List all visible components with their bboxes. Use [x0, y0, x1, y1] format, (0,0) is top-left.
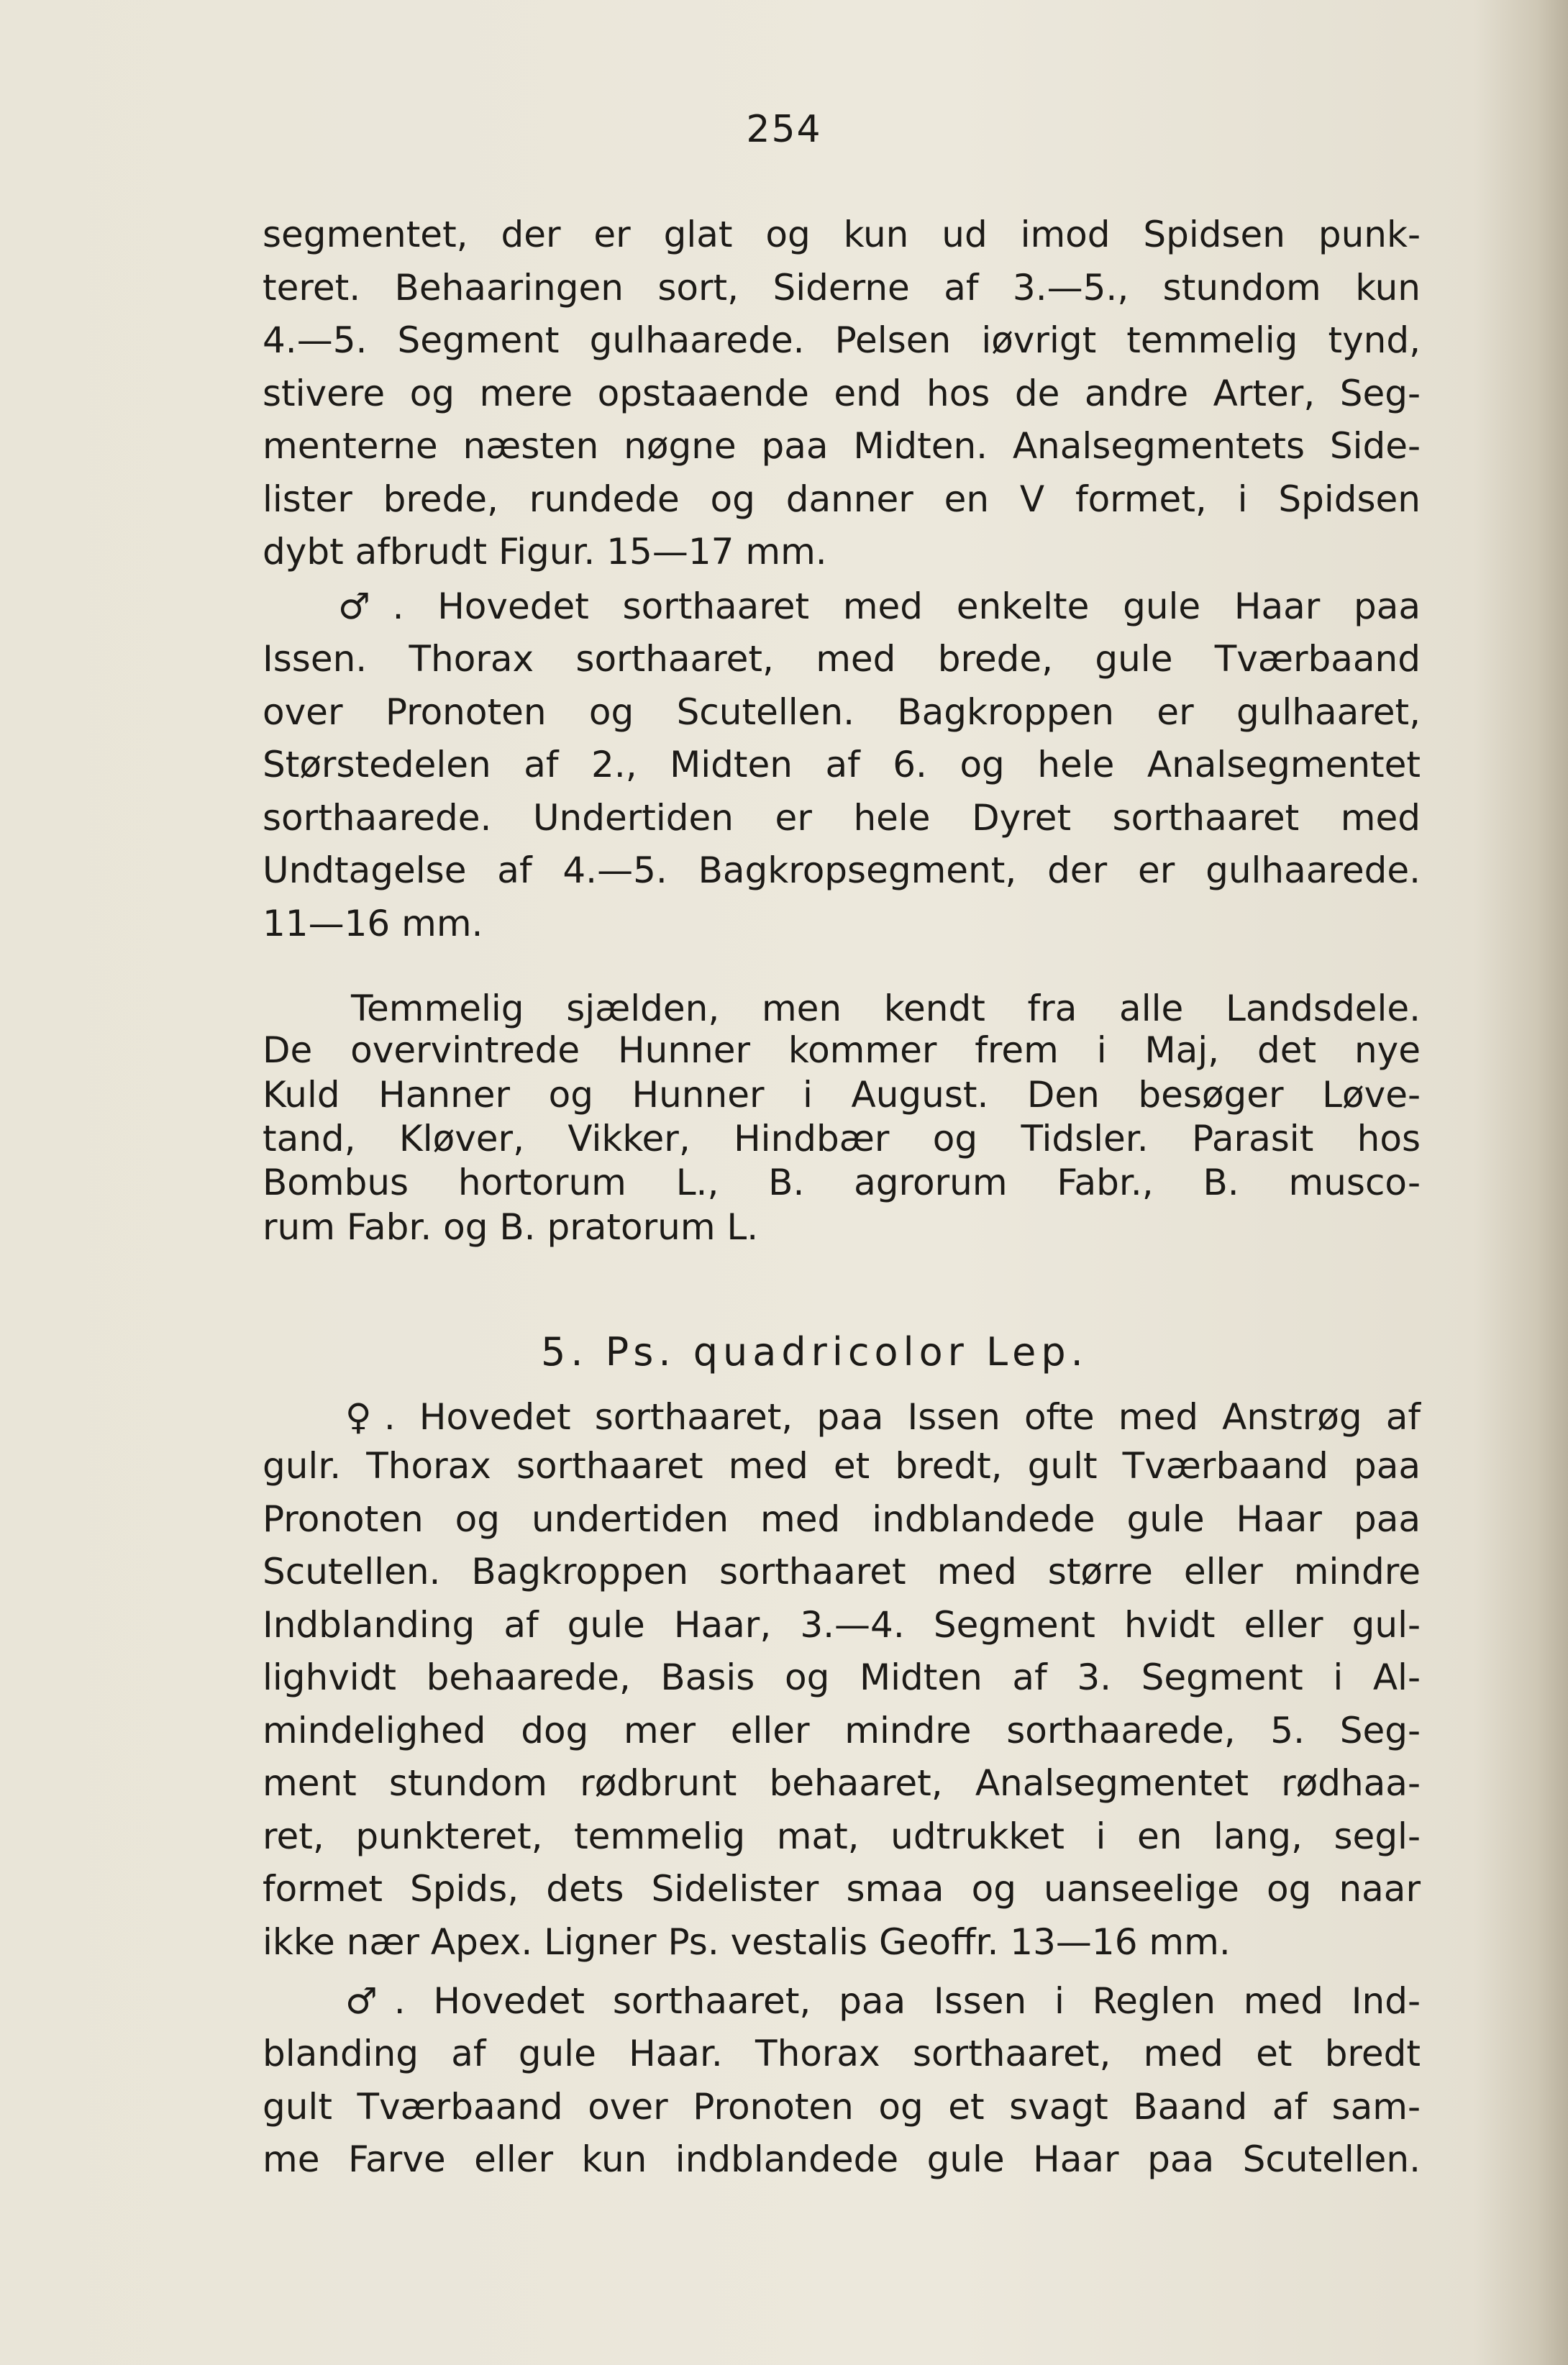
text-line: Størstedelen af 2., Midten af 6. og hele Analsegmentet — [263, 744, 1421, 785]
text-line: segmentet, der er glat og kun ud imod Spidsen punk- — [263, 214, 1421, 255]
text-line: rum Fabr. og B. pratorum L. — [263, 1206, 759, 1248]
text-line: dybt afbrudt Figur. 15—17 mm. — [263, 531, 827, 573]
text-line: tand, Kløver, Vikker, Hindbær og Tidsler. Parasit hos — [263, 1118, 1421, 1159]
text-line: Kuld Hanner og Hunner i August. Den besøger Løve- — [263, 1074, 1421, 1116]
text-line: Temmelig sjælden, men kendt fra alle Landsdele. — [351, 988, 1421, 1029]
text-line: formet Spids, dets Sidelister smaa og uanseelige og naar — [263, 1868, 1421, 1910]
text-line: mindelighed dog mer eller mindre sorthaarede, 5. Seg- — [263, 1710, 1421, 1751]
text-line: gulr. Thorax sorthaaret med et bredt, gult Tværbaand paa — [263, 1445, 1421, 1487]
text-line: me Farve eller kun indblandede gule Haar paa Scutellen. — [263, 2138, 1421, 2180]
text-line: Indblanding af gule Haar, 3.—4. Segment hvidt eller gul- — [263, 1604, 1421, 1646]
text-line: 4.—5. Segment gulhaarede. Pelsen iøvrigt temmelig tynd, — [263, 319, 1421, 361]
page-number: 254 — [746, 108, 822, 151]
text-line: menterne næsten nøgne paa Midten. Analsegmentets Side- — [263, 425, 1421, 467]
text-line: ♂. Hovedet sorthaaret, paa Issen i Reglen med Ind- — [345, 1980, 1421, 2022]
text-line: Bombus hortorum L., B. agrorum Fabr., B. musco- — [263, 1162, 1421, 1203]
text-line: over Pronoten og Scutellen. Bagkroppen er gulhaaret, — [263, 691, 1421, 733]
text-line: gult Tværbaand over Pronoten og et svagt Baand af sam- — [263, 2086, 1421, 2128]
text-line: Scutellen. Bagkroppen sorthaaret med større eller mindre — [263, 1551, 1421, 1592]
text-line: Pronoten og undertiden med indblandede gule Haar paa — [263, 1498, 1421, 1540]
text-line: De overvintrede Hunner kommer frem i Maj, det nye — [263, 1029, 1421, 1071]
species-heading: 5. Ps. quadricolor Lep. — [541, 1329, 1088, 1375]
text-line: blanding af gule Haar. Thorax sorthaaret, med et bredt — [263, 2033, 1421, 2074]
text-line: ment stundom rødbrunt behaaret, Analsegmentet rødhaa- — [263, 1762, 1421, 1804]
text-line: 11—16 mm. — [263, 903, 483, 944]
text-line: Issen. Thorax sorthaaret, med brede, gule Tværbaand — [263, 638, 1421, 680]
text-line: ret, punkteret, temmelig mat, udtrukket i en lang, segl- — [263, 1815, 1421, 1857]
text-line: lighvidt behaarede, Basis og Midten af 3. Segment i Al- — [263, 1657, 1421, 1698]
text-line: ♂. Hovedet sorthaaret med enkelte gule Haar paa — [338, 585, 1421, 627]
text-line: sorthaarede. Undertiden er hele Dyret sorthaaret med — [263, 797, 1421, 839]
text-line: teret. Behaaringen sort, Siderne af 3.—5., stundom kun — [263, 267, 1421, 309]
text-line: lister brede, rundede og danner en V formet, i Spidsen — [263, 478, 1421, 520]
text-line: ikke nær Apex. Ligner Ps. vestalis Geoffr. 13—16 mm. — [263, 1921, 1231, 1963]
text-line: Undtagelse af 4.—5. Bagkropsegment, der er gulhaarede. — [263, 849, 1421, 891]
text-line: ♀. Hovedet sorthaaret, paa Issen ofte med Anstrøg af — [345, 1396, 1421, 1438]
text-line: stivere og mere opstaaende end hos de andre Arter, Seg- — [263, 373, 1421, 414]
